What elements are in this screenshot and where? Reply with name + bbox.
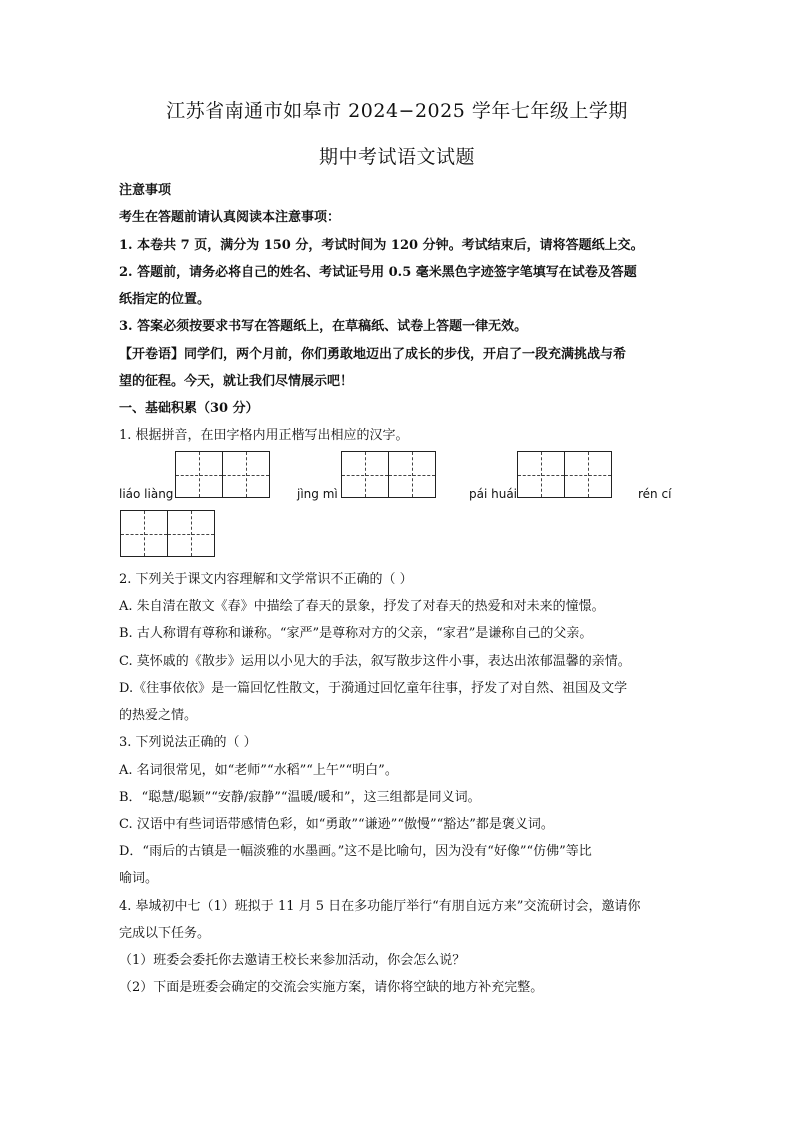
notice-item-1: 1. 本卷共 7 页，满分为 150 分，考试时间为 120 分钟。考试结束后，请将答题纸上交。 [119, 238, 644, 253]
question-3-option-b: B．“聪慧/聪颖”“安静/寂静”“温暖/暖和”，这三组都是同义词。 [119, 790, 481, 805]
tianzige-cell[interactable] [341, 451, 389, 498]
notice-heading: 注意事项 [119, 183, 172, 198]
opening-remarks-line1: 【开卷语】同学们，两个月前，你们勇敢地迈出了成长的步伐，开启了一段充满挑战与希 [119, 347, 627, 362]
question-2-option-a: A. 朱自清在散文《春》中描绘了春天的景象，抒发了对春天的热爱和对未来的憧憬。 [119, 599, 605, 614]
section-heading: 一、基础积累（30 分） [119, 401, 259, 416]
question-2-option-c: C. 莫怀戚的《散步》运用以小见大的手法，叙写散步这件小事，表达出浓郁温馨的亲情。 [119, 654, 631, 669]
question-4-sub-1: （1）班委会委托你去邀请王校长来参加活动，你会怎么说？ [119, 953, 466, 968]
question-2-option-d-line2: 的热爱之情。 [119, 708, 198, 723]
notice-intro: 考生在答题前请认真阅读本注意事项： [119, 210, 341, 225]
question-4-sub-2: （2）下面是班委会确定的交流会实施方案，请你将空缺的地方补充完整。 [119, 980, 544, 995]
question-3-option-d-line2: 喻词。 [119, 871, 159, 886]
notice-item-2-line2: 纸指定的位置。 [119, 292, 211, 307]
question-3-option-d-line1: D．“雨后的古镇是一幅淡雅的水墨画。”这不是比喻句，因为没有“好像”“仿佛”等比 [119, 844, 592, 859]
tianzige-cell[interactable] [175, 451, 223, 498]
question-3-option-c: C. 汉语中有些词语带感情色彩，如“勇敢”“谦逊”“傲慢”“豁达”都是褒义词。 [119, 817, 554, 832]
question-3-option-a: A. 名词很常见，如“老师”“水稻”“上午”“明白”。 [119, 763, 398, 778]
pinyin-label: jìng mì [297, 487, 338, 501]
tianzige-cell[interactable] [222, 451, 270, 498]
tianzige-cell[interactable] [564, 451, 612, 498]
tianzige-cell[interactable] [167, 510, 215, 557]
pinyin-label: rén cí [638, 487, 672, 501]
question-1-stem: 1. 根据拼音，在田字格内用正楷写出相应的汉字。 [119, 428, 409, 443]
question-2-stem: 2. 下列关于课文内容理解和文学常识不正确的（ ） [119, 572, 413, 587]
pinyin-label: liáo liàng [119, 487, 174, 501]
exam-title-line1: 江苏省南通市如皋市 2024−2025 学年七年级上学期 [166, 100, 628, 122]
opening-remarks-line2: 望的征程。今天，就让我们尽情展示吧！ [119, 374, 354, 389]
notice-item-3: 3. 答案必须按要求书写在答题纸上，在草稿纸、试卷上答题一律无效。 [119, 319, 528, 334]
pinyin-label: pái huái [469, 487, 518, 501]
question-2-option-b: B. 古人称谓有尊称和谦称。“家严”是尊称对方的父亲，“家君”是谦称自己的父亲。 [119, 626, 593, 641]
tianzige-cell[interactable] [388, 451, 436, 498]
question-3-stem: 3. 下列说法正确的（ ） [119, 735, 257, 750]
exam-title-line2: 期中考试语文试题 [318, 146, 475, 168]
question-2-option-d-line1: D.《往事依依》是一篇回忆性散文，于漪通过回忆童年往事，抒发了对自然、祖国及文学 [119, 681, 628, 696]
notice-item-2-line1: 2. 答题前，请务必将自己的姓名、考试证号用 0.5 毫米黑色字迹签字笔填写在试卷及答题 [119, 265, 637, 280]
question-4-stem-line1: 4. 皋城初中七（1）班拟于 11 月 5 日在多功能厅举行“有朋自远方来”交流研讨会，邀请你 [119, 899, 641, 914]
tianzige-cell[interactable] [517, 451, 565, 498]
tianzige-cell[interactable] [120, 510, 168, 557]
question-4-stem-line2: 完成以下任务。 [119, 926, 211, 941]
